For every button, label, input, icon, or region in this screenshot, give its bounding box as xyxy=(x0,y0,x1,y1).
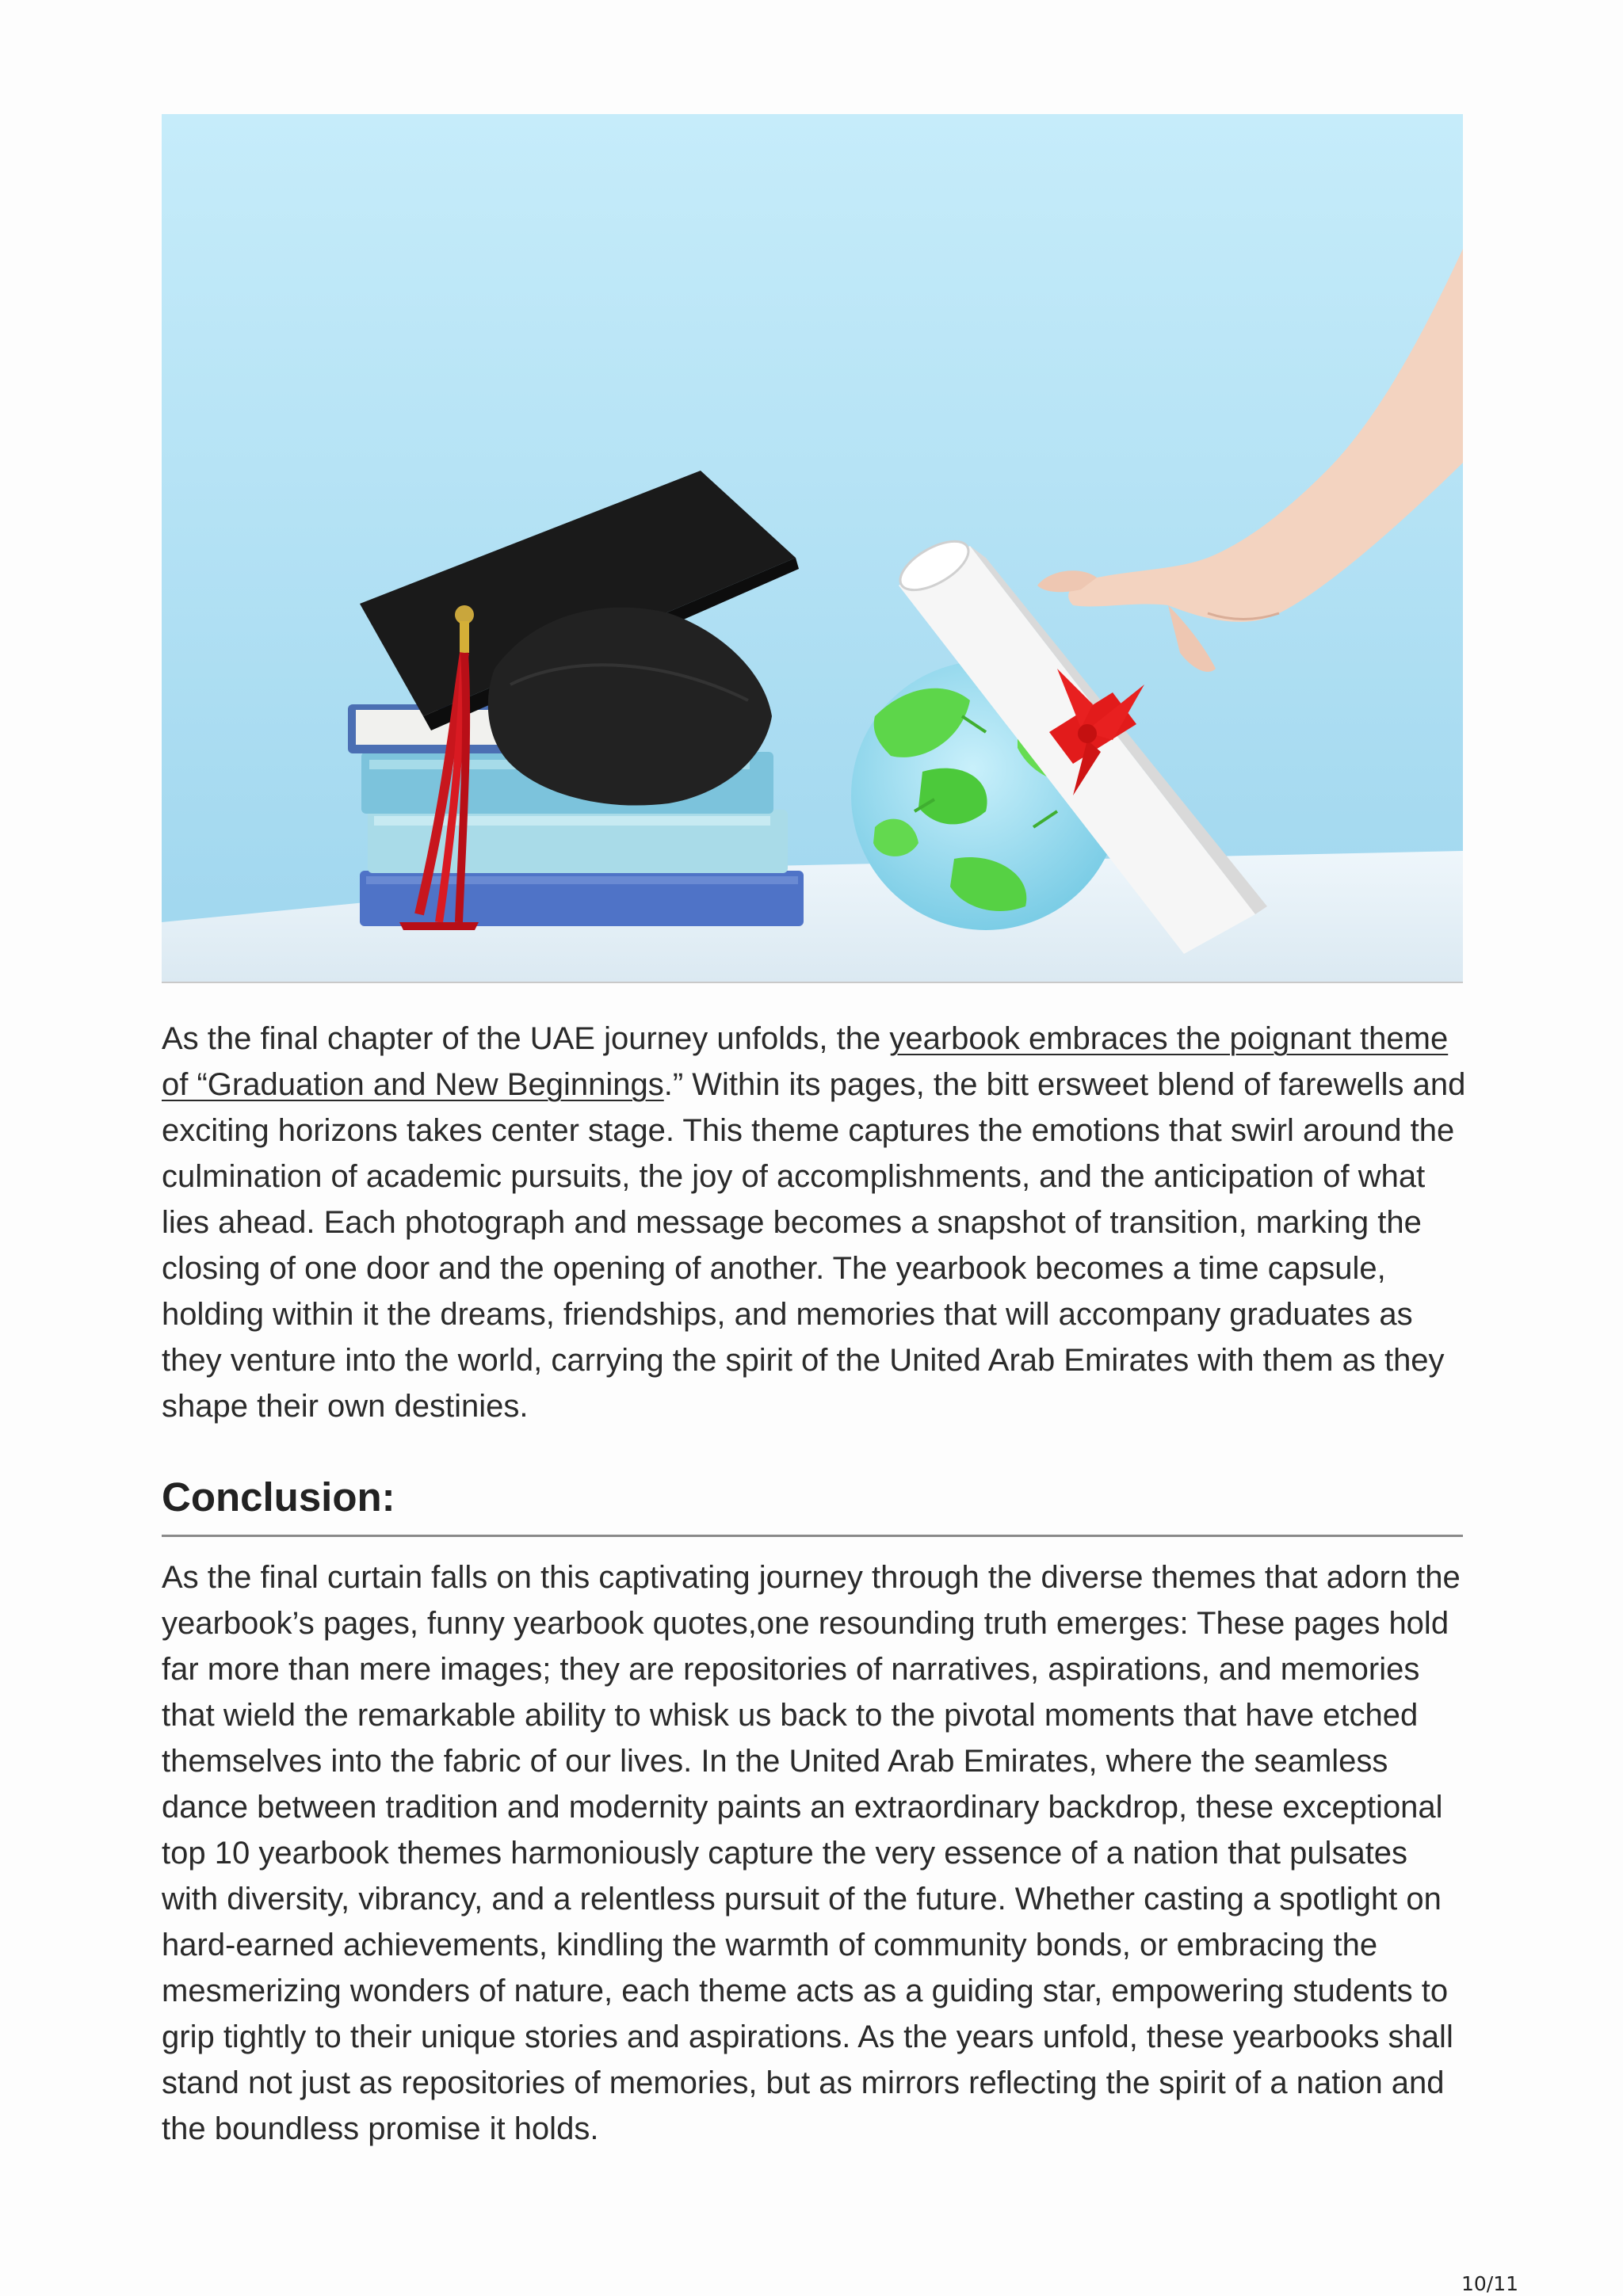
graduation-theme-link[interactable]: yearbook embraces the poignant theme of “Graduation and New Beginnings xyxy=(162,1021,1449,1102)
paragraph-intro-text: As the final chapter of the UAE journey unfolds, the xyxy=(162,1021,890,1056)
heading-divider xyxy=(162,1535,1463,1537)
conclusion-heading: Conclusion: xyxy=(162,1474,395,1520)
conclusion-paragraph: As the final curtain falls on this captivating journey through the diverse themes that adorn the yearbook’s pages, funny yearbook quotes,one resounding truth emerges: These pages hold far more than mere images; they are repositories of narratives, aspirations, and memories that wield the remarkable ability to whisk us back to the pivotal moments that have etched themselves into the fabric of our lives. In the United Arab Emirates, where the seamless dance between tradition and modernity paints an extraordinary backdrop, these exceptional top 10 yearbook themes harmoniously capture the very essence of a nation that pulsates with diversity, vibrancy, and a relentless pursuit of the future. Whether casting a spotlight on hard-earned achievements, kindling the warmth of community bonds, or embracing the mesmerizing wonders of nature, each theme acts as a guiding star, empowering students to grip tightly to their unique stories and aspirations. As the years unfold, these yearbooks shall stand not just as repositories of memories, but as mirrors reflecting the spirit of a nation and the boundless promise it holds. xyxy=(162,1560,1461,2146)
graduation-theme-paragraph xyxy=(162,1016,1469,1429)
page-number: 10/11 xyxy=(1461,2272,1518,2295)
paragraph-body-text: .” Within its pages, the bitt ersweet blend of farewells and exciting horizons takes center stage. This theme captures the emotions that swirl around the culmination of academic pursuits, the joy of accomplishments, and the anticipation of what lies ahead. Each photograph and message becomes a snapshot of transition, marking the closing of one door and the opening of another. The yearbook becomes a time capsule, holding within it the dreams, friendships, and memories that will accompany graduates as they venture into the world, carrying the spirit of the United Arab Emirates with them as they shape their own destinies. xyxy=(162,1067,1466,1424)
graduation-photo xyxy=(162,114,1463,983)
